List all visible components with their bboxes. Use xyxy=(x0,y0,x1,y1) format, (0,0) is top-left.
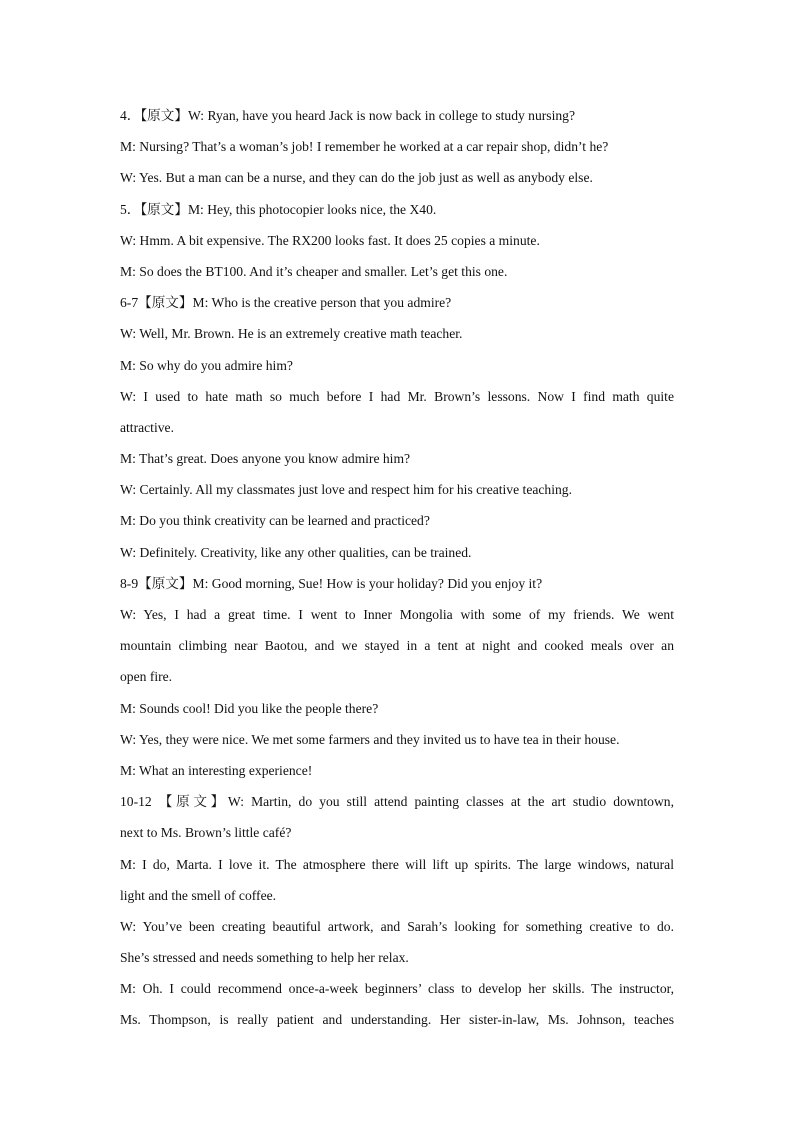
transcript-line: next to Ms. Brown’s little café? xyxy=(120,825,292,841)
transcript-line: She’s stressed and needs something to help her relax. xyxy=(120,950,409,966)
transcript-line: W: Yes, I had a great time. I went to Inner Mongolia with some of my friends. We went xyxy=(120,607,674,622)
transcript-line: W: Certainly. All my classmates just love and respect him for his creative teaching. xyxy=(120,482,572,498)
transcript-line: open fire. xyxy=(120,669,173,685)
transcript-line: 8-9【原文】M: Good morning, Sue! How is your holiday? Did you enjoy it? xyxy=(120,575,543,591)
transcript-line: W: Definitely. Creativity, like any other qualities, can be trained. xyxy=(120,544,472,560)
transcript-line: 5．【原文】M: Hey, this photocopier looks nice, the X40. xyxy=(120,201,437,217)
transcript-line: W: Yes, they were nice. We met some farmers and they invited us to have tea in their house. xyxy=(120,731,620,747)
transcript-line: 4．【原文】W: Ryan, have you heard Jack is now back in college to study nursing? xyxy=(120,108,575,123)
transcript-line: mountain climbing near Baotou, and we stayed in a tent at night and cooked meals over an xyxy=(120,638,674,654)
transcript-line: 6-7【原文】M: Who is the creative person that you admire? xyxy=(120,295,452,311)
transcript-line: W: Hmm. A bit expensive. The RX200 looks fast. It does 25 copies a minute. xyxy=(120,232,540,248)
transcript-line: M: Sounds cool! Did you like the people there? xyxy=(120,700,379,716)
transcript-line: M: What an interesting experience! xyxy=(120,762,313,778)
transcript-body xyxy=(120,100,674,1036)
transcript-line: W: You’ve been creating beautiful artwork, and Sarah’s looking for something creative to do. xyxy=(120,918,674,934)
transcript-line: M: Oh. I could recommend once-a-week beginners’ class to develop her skills. The instructor, xyxy=(120,981,674,997)
transcript-line: W: I used to hate math so much before I had Mr. Brown’s lessons. Now I find math quite xyxy=(120,388,674,404)
transcript-line: Ms. Thompson, is really patient and understanding. Her sister-in-law, Ms. Johnson, teaches xyxy=(120,1012,674,1028)
transcript-line: M: Do you think creativity can be learned and practiced? xyxy=(120,513,430,529)
transcript-line: M: I do, Marta. I love it. The atmosphere there will lift up spirits. The large windows, natural xyxy=(120,856,674,872)
transcript-line: light and the smell of coffee. xyxy=(120,887,277,903)
transcript-line: W: Well, Mr. Brown. He is an extremely creative math teacher. xyxy=(120,326,463,342)
transcript-line: M: So does the BT100. And it’s cheaper and smaller. Let’s get this one. xyxy=(120,263,508,279)
transcript-line: M: So why do you admire him? xyxy=(120,357,293,373)
transcript-line: M: That’s great. Does anyone you know admire him? xyxy=(120,451,411,467)
transcript-line: 10-12 【原文】W: Martin, do you still attend painting classes at the art studio downtown, xyxy=(120,794,674,810)
transcript-line: W: Yes. But a man can be a nurse, and they can do the job just as well as anybody else. xyxy=(120,170,593,186)
transcript-line: M: Nursing? That’s a woman’s job! I remember he worked at a car repair shop, didn’t he? xyxy=(120,139,609,155)
transcript-line: attractive. xyxy=(120,419,174,435)
